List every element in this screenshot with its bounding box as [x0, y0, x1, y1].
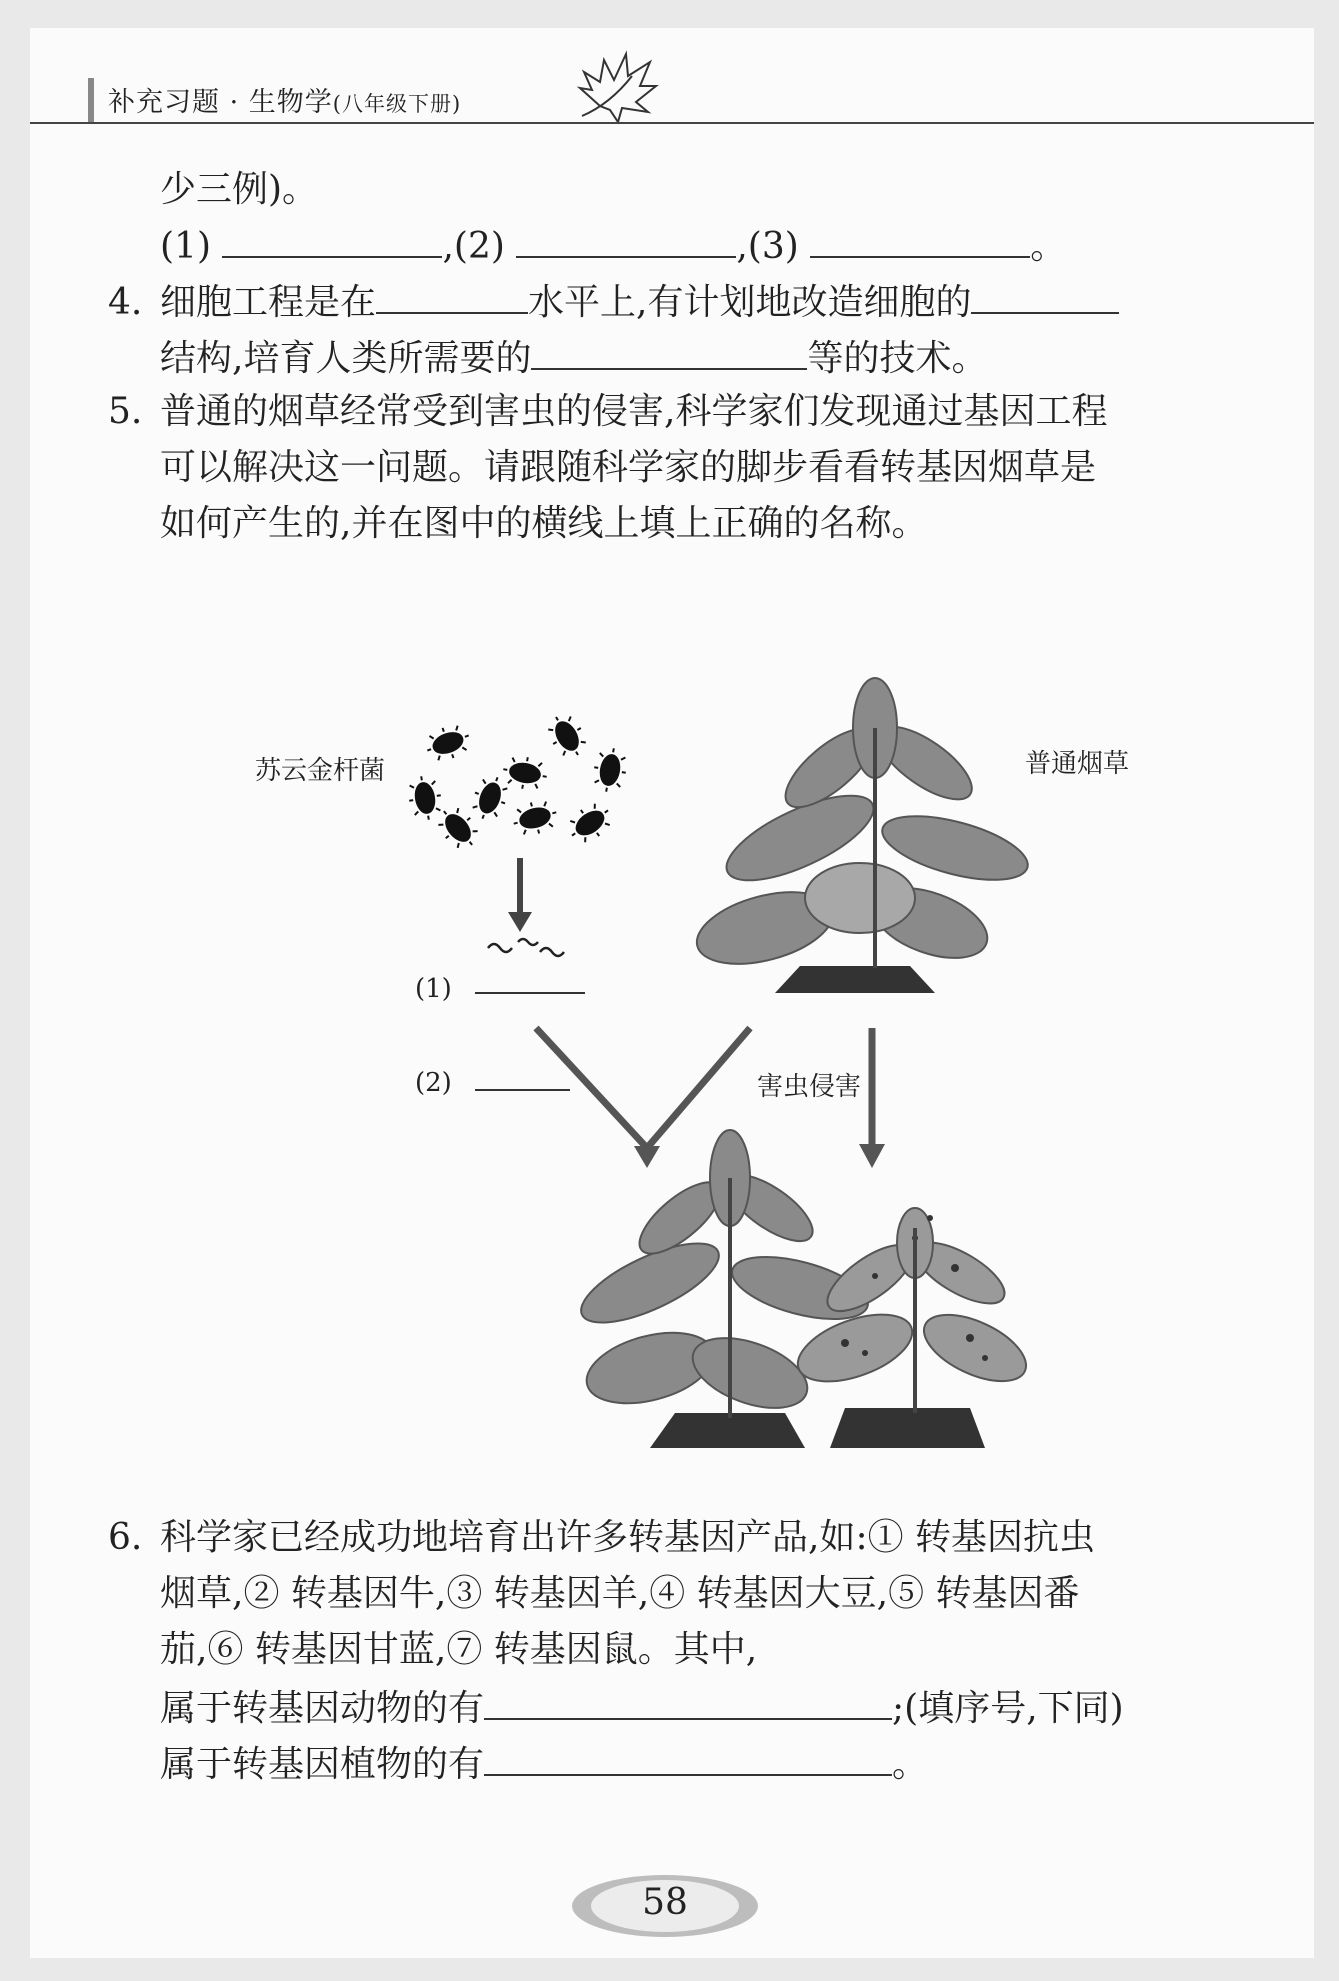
tobacco-label: 普通烟草	[1025, 749, 1130, 779]
q3-end: 。	[1030, 226, 1067, 267]
q5-number: 5.	[108, 391, 143, 432]
transgenic-tobacco-plant	[571, 1130, 874, 1448]
q6-animals-line	[160, 1682, 1124, 1733]
q6-number: 6.	[108, 1517, 143, 1558]
blank1-label: (1)	[415, 974, 452, 1004]
extract-arrow	[508, 858, 532, 932]
pest-label: 害虫侵害	[757, 1072, 862, 1102]
q6-animals-note: ;(填序号,下同)	[892, 1688, 1124, 1729]
q4-number: 4.	[108, 282, 143, 323]
book-title: 补充习题 · 生物学	[108, 87, 333, 118]
q5-line2: 可以解决这一问题。请跟随科学家的脚步看看转基因烟草是	[160, 447, 1097, 488]
q3-item3-label: ,(3)	[736, 226, 799, 267]
q6-plants-prompt: 属于转基因植物的有	[160, 1744, 485, 1785]
q6-text-1: 科学家已经成功地培育出许多转基因产品,如:① 转基因抗虫	[160, 1517, 1096, 1558]
q5-line3: 如何产生的,并在图中的横线上填上正确的名称。	[160, 503, 928, 544]
pest-arrow	[859, 1028, 885, 1168]
q3-continuation: 少三例)。	[160, 169, 319, 210]
page-number: 58	[642, 1882, 688, 1923]
q6-line1	[108, 1514, 1095, 1562]
workbook-page	[30, 28, 1314, 1958]
q6-animals-blank[interactable]	[484, 1682, 892, 1720]
book-subtitle: (八年级下册)	[332, 92, 462, 116]
q5-text-1: 普通的烟草经常受到害虫的侵害,科学家们发现通过基因工程	[160, 391, 1108, 432]
q3-item2-label: ,(2)	[442, 226, 505, 267]
q3-item1-label: (1)	[160, 226, 211, 267]
q6-line2: 烟草,② 转基因牛,③ 转基因羊,④ 转基因大豆,⑤ 转基因番	[160, 1573, 1080, 1614]
q6-plants-end: 。	[892, 1744, 929, 1785]
q6-plants-blank[interactable]	[484, 1738, 892, 1776]
bacteria-cluster	[405, 709, 629, 855]
q4-text-a: 细胞工程是在	[160, 282, 377, 323]
pest-damaged-tobacco-plant	[789, 1208, 1036, 1448]
normal-tobacco-plant	[689, 678, 1034, 993]
q6-line3: 茄,⑥ 转基因甘蓝,⑦ 转基因鼠。其中,	[160, 1629, 758, 1670]
q4-text-b: 水平上,有计划地改造细胞的	[528, 282, 972, 323]
q4-text-d: 等的技术。	[807, 338, 988, 379]
q4-text-c: 结构,培育人类所需要的	[160, 338, 532, 379]
q6-plants-line	[160, 1738, 928, 1789]
gene-fragments	[488, 939, 564, 956]
bacteria-label: 苏云金杆菌	[255, 756, 386, 786]
q6-animals-prompt: 属于转基因动物的有	[160, 1688, 485, 1729]
blank2-label: (2)	[415, 1068, 452, 1098]
